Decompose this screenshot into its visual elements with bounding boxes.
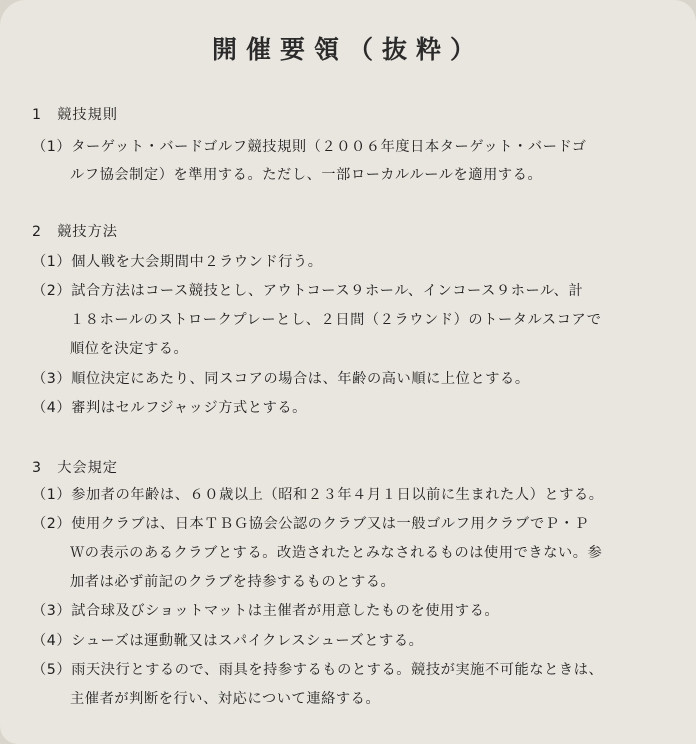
text-line: 加者は必ず前記のクラブを持参するものとする。 <box>70 574 396 590</box>
text-line: （2）使用クラブは、日本ＴＢＧ協会公認のクラブ又は一般ゴルフ用クラブでＰ・Ｐ <box>32 516 590 532</box>
text-line: （5）雨天決行とするので、雨具を持参するものとする。競技が実施不可能なときは、 <box>32 662 604 678</box>
text-line: ルフ協会制定）を準用する。ただし、一部ローカルルールを適用する。 <box>70 167 543 183</box>
text-line: （3）順位決定にあたり、同スコアの場合は、年齢の高い順に上位とする。 <box>32 371 530 387</box>
text-line: 主催者が判断を行い、対応について連絡する。 <box>70 691 381 707</box>
section-heading-method: 2 競技方法 <box>32 224 118 240</box>
page-title: 開催要領（抜粋） <box>211 35 484 64</box>
text-line: （4）審判はセルフジャッジ方式とする。 <box>32 400 307 416</box>
text-line: （1）ターゲット・バードゴルフ競技規則（２００６年度日本ターゲット・バードゴ <box>32 139 587 155</box>
text-line: （2）試合方法はコース競技とし、アウトコース９ホール、インコース９ホール、計 <box>32 283 584 299</box>
text-line: 順位を決定する。 <box>70 341 189 357</box>
text-line: （3）試合球及びショットマットは主催者が用意したものを使用する。 <box>32 603 500 619</box>
text-line: （4）シューズは運動靴又はスパイクレスシューズとする。 <box>32 633 424 649</box>
text-line: Ｗの表示のあるクラブとする。改造されたとみなされるものは使用できない。参 <box>70 545 603 561</box>
section-heading-regulations: 3 大会規定 <box>32 460 118 476</box>
text-line: １８ホールのストロークプレーとし、２日間（２ラウンド）のトータルスコアで <box>70 312 602 328</box>
section-heading-rules: 1 競技規則 <box>32 107 118 123</box>
text-line: （1）個人戦を大会期間中２ラウンド行う。 <box>32 254 323 270</box>
text-line: （1）参加者の年齢は、６０歳以上（昭和２３年４月１日以前に生まれた人）とする。 <box>32 487 604 503</box>
